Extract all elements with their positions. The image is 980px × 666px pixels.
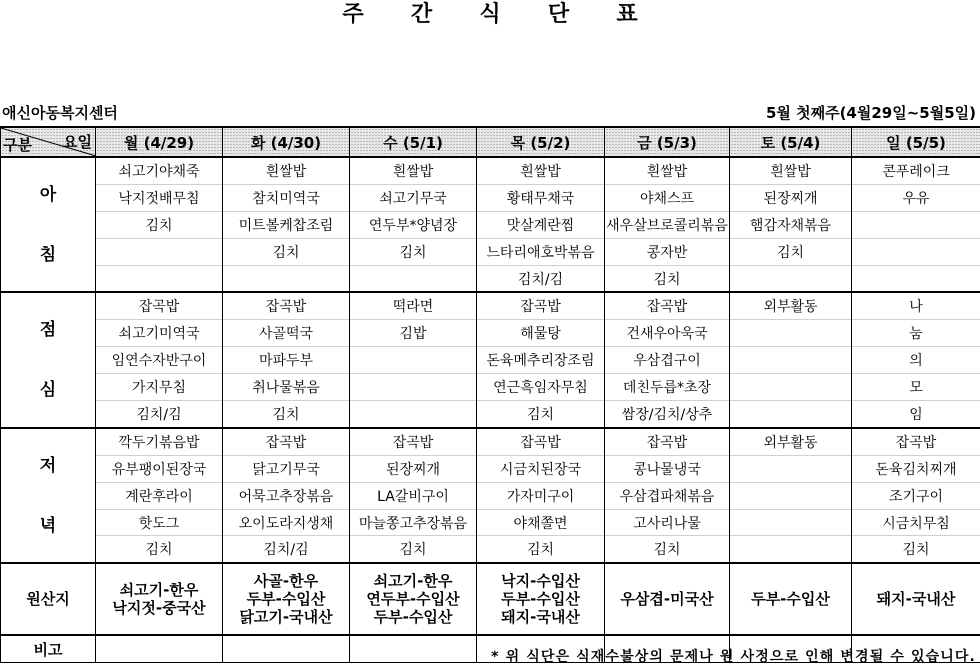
menu-item: 된장찌개 <box>730 184 852 211</box>
menu-item: 외부활동 <box>730 292 852 319</box>
week-period: 5월 첫째주(4월29일~5월5일) <box>765 104 976 122</box>
menu-item: 잡곡밥 <box>350 428 477 455</box>
menu-item: 잡곡밥 <box>223 428 350 455</box>
breakfast-row <box>1 211 980 238</box>
day-header-wed: 수 (5/1) <box>350 127 477 157</box>
menu-item: 눔 <box>852 320 980 347</box>
menu-item: 연두부*양념장 <box>350 211 477 238</box>
dinner-row <box>1 428 980 455</box>
menu-item: 낙지젓배무침 <box>96 184 223 211</box>
menu-item: 흰쌀밥 <box>350 157 477 184</box>
menu-item: 미트볼케찹조림 <box>223 211 350 238</box>
footnote: * 위 식단은 식재수불상의 문제나 원 사정으로 인해 변경될 수 있습니다. <box>491 649 976 665</box>
breakfast-row <box>1 184 980 211</box>
origin-row <box>1 563 980 635</box>
menu-item: 김치 <box>96 536 223 563</box>
menu-item: 임 <box>852 401 980 428</box>
menu-item: 고사리나물 <box>605 509 730 536</box>
menu-item: 김치/김 <box>96 401 223 428</box>
menu-item: 잡곡밥 <box>605 292 730 319</box>
menu-item <box>350 401 477 428</box>
origin-line: 두부-수입산 <box>373 608 453 627</box>
origin-cell-fri <box>605 563 730 635</box>
menu-item: 마파두부 <box>223 347 350 374</box>
lunch-row <box>1 374 980 401</box>
menu-item: 야채스프 <box>605 184 730 211</box>
menu-item: 우유 <box>852 184 980 211</box>
breakfast-row <box>1 157 980 184</box>
menu-item: 우삼겹파채볶음 <box>605 482 730 509</box>
menu-item: 김밥 <box>350 320 477 347</box>
menu-item: 김치 <box>223 401 350 428</box>
menu-item: 나 <box>852 292 980 319</box>
menu-item: 우삼겹구이 <box>605 347 730 374</box>
menu-item: 의 <box>852 347 980 374</box>
day-header-thu: 목 (5/2) <box>477 127 605 157</box>
menu-item: 잡곡밥 <box>223 292 350 319</box>
day-header-mon: 월 (4/29) <box>96 127 223 157</box>
lunch-row <box>1 320 980 347</box>
menu-item: 김치/김 <box>223 536 350 563</box>
origin-cell-sat <box>730 563 852 635</box>
menu-item <box>730 455 852 482</box>
breakfast-row <box>1 238 980 265</box>
dinner-row <box>1 536 980 563</box>
menu-item: 시금치무침 <box>852 509 980 536</box>
page-title: 주 간 식 단 표 <box>342 2 658 27</box>
origin-line: 우삼겹-미국산 <box>620 590 714 609</box>
menu-item: 떡라면 <box>350 292 477 319</box>
meal-label-top: 점 <box>39 320 57 341</box>
origin-label: 원산지 <box>1 563 96 635</box>
menu-item: 사골떡국 <box>223 320 350 347</box>
day-header-tue: 화 (4/30) <box>223 127 350 157</box>
origin-line: 쇠고기-한우 <box>373 572 453 591</box>
menu-item: 흰쌀밥 <box>605 157 730 184</box>
menu-item: 가자미구이 <box>477 482 605 509</box>
menu-item: 계란후라이 <box>96 482 223 509</box>
menu-item: 건새우아욱국 <box>605 320 730 347</box>
origin-cell-wed <box>350 563 477 635</box>
lunch-row <box>1 292 980 319</box>
corner-label-weekday: 요일 <box>63 133 92 151</box>
menu-item: 흰쌀밥 <box>223 157 350 184</box>
menu-item: 된장찌개 <box>350 455 477 482</box>
menu-item <box>852 238 980 265</box>
menu-item: 흰쌀밥 <box>730 157 852 184</box>
corner-header <box>1 127 96 157</box>
meal-label-top: 아 <box>39 184 57 205</box>
origin-cell-sun <box>852 563 980 635</box>
menu-item <box>730 536 852 563</box>
menu-item: 닭고기무국 <box>223 455 350 482</box>
weekly-menu-table <box>0 126 980 663</box>
menu-item: 김치 <box>350 536 477 563</box>
origin-line: 쇠고기-한우 <box>119 581 199 600</box>
day-header-fri: 금 (5/3) <box>605 127 730 157</box>
menu-item: 유부팽이된장국 <box>96 455 223 482</box>
menu-item: 김치 <box>605 265 730 292</box>
breakfast-label <box>1 157 96 292</box>
menu-item: 새우살브로콜리볶음 <box>605 211 730 238</box>
menu-item <box>223 265 350 292</box>
origin-cell-thu <box>477 563 605 635</box>
menu-item: 오이도라지생채 <box>223 509 350 536</box>
menu-item <box>96 238 223 265</box>
menu-item: 어묵고추장볶음 <box>223 482 350 509</box>
menu-item: 콘푸레이크 <box>852 157 980 184</box>
dinner-row <box>1 455 980 482</box>
lunch-row <box>1 401 980 428</box>
menu-item: 참치미역국 <box>223 184 350 211</box>
header-row <box>1 127 980 157</box>
menu-item: 김치 <box>223 238 350 265</box>
origin-line: 두부-수입산 <box>246 590 326 609</box>
menu-item: 잡곡밥 <box>96 292 223 319</box>
menu-item: 김치/김 <box>477 265 605 292</box>
menu-item: 쇠고기미역국 <box>96 320 223 347</box>
menu-item: LA갈비구이 <box>350 482 477 509</box>
lunch-row <box>1 347 980 374</box>
menu-item: 데친두릅*초장 <box>605 374 730 401</box>
menu-item: 콩자반 <box>605 238 730 265</box>
menu-item: 야채쫄면 <box>477 509 605 536</box>
origin-line: 연두부-수입산 <box>366 590 460 609</box>
meal-label-bottom: 심 <box>39 380 57 401</box>
dinner-label <box>1 428 96 563</box>
menu-item: 김치 <box>477 401 605 428</box>
day-header-sat: 토 (5/4) <box>730 127 852 157</box>
menu-item <box>852 265 980 292</box>
menu-item: 연근흑임자무침 <box>477 374 605 401</box>
corner-label-category: 구분 <box>3 136 32 154</box>
menu-item: 취나물볶음 <box>223 374 350 401</box>
menu-item <box>852 211 980 238</box>
origin-line: 두부-수입산 <box>751 590 830 609</box>
menu-item: 조기구이 <box>852 482 980 509</box>
menu-item: 잡곡밥 <box>852 428 980 455</box>
menu-item: 콩나물냉국 <box>605 455 730 482</box>
meal-label-bottom: 침 <box>39 244 57 265</box>
origin-line: 사골-한우 <box>253 572 319 591</box>
origin-cell-tue <box>223 563 350 635</box>
note-cell <box>223 635 350 663</box>
menu-item: 김치 <box>350 238 477 265</box>
menu-item: 핫도그 <box>96 509 223 536</box>
menu-item: 돈육김치찌개 <box>852 455 980 482</box>
menu-item <box>96 265 223 292</box>
menu-item: 해물탕 <box>477 320 605 347</box>
menu-item: 모 <box>852 374 980 401</box>
menu-item <box>730 401 852 428</box>
note-cell <box>350 635 477 663</box>
menu-item <box>730 509 852 536</box>
origin-line: 돼지-국내산 <box>501 608 580 627</box>
origin-line: 닭고기-국내산 <box>239 608 333 627</box>
menu-item <box>730 320 852 347</box>
breakfast-row <box>1 265 980 292</box>
menu-item <box>730 265 852 292</box>
meal-label-top: 저 <box>39 455 57 476</box>
menu-item: 맛살계란찜 <box>477 211 605 238</box>
menu-item: 외부활동 <box>730 428 852 455</box>
menu-item: 김치 <box>605 536 730 563</box>
menu-item: 잡곡밥 <box>605 428 730 455</box>
menu-item: 깍두기볶음밥 <box>96 428 223 455</box>
menu-item: 시금치된장국 <box>477 455 605 482</box>
menu-item <box>730 482 852 509</box>
note-label: 비고 <box>1 635 96 663</box>
origin-line: 낙지젓-중국산 <box>112 599 206 618</box>
menu-item: 햄감자채볶음 <box>730 211 852 238</box>
menu-item: 돈육메추리장조림 <box>477 347 605 374</box>
menu-item: 흰쌀밥 <box>477 157 605 184</box>
note-cell <box>96 635 223 663</box>
menu-item: 잡곡밥 <box>477 428 605 455</box>
origin-line: 두부-수입산 <box>501 590 580 609</box>
menu-item: 김치 <box>852 536 980 563</box>
menu-item <box>350 347 477 374</box>
menu-item: 쌈장/김치/상추 <box>605 401 730 428</box>
menu-item <box>350 265 477 292</box>
menu-item: 김치 <box>96 211 223 238</box>
lunch-label <box>1 292 96 427</box>
meal-label-bottom: 녁 <box>39 515 57 536</box>
origin-line: 돼지-국내산 <box>876 590 956 609</box>
menu-item <box>350 374 477 401</box>
menu-item: 황태무채국 <box>477 184 605 211</box>
dinner-row <box>1 482 980 509</box>
menu-item <box>730 374 852 401</box>
menu-item: 느타리애호박볶음 <box>477 238 605 265</box>
origin-cell-mon <box>96 563 223 635</box>
menu-item: 김치 <box>730 238 852 265</box>
menu-item: 김치 <box>477 536 605 563</box>
menu-item: 마늘쫑고추장볶음 <box>350 509 477 536</box>
menu-item <box>730 347 852 374</box>
dinner-row <box>1 509 980 536</box>
origin-line: 낙지-수입산 <box>501 572 580 591</box>
menu-item: 쇠고기무국 <box>350 184 477 211</box>
organization-name: 애신아동복지센터 <box>2 104 118 122</box>
day-header-sun: 일 (5/5) <box>852 127 980 157</box>
menu-item: 가지무침 <box>96 374 223 401</box>
menu-item: 임연수자반구이 <box>96 347 223 374</box>
menu-item: 잡곡밥 <box>477 292 605 319</box>
menu-item: 쇠고기야채죽 <box>96 157 223 184</box>
